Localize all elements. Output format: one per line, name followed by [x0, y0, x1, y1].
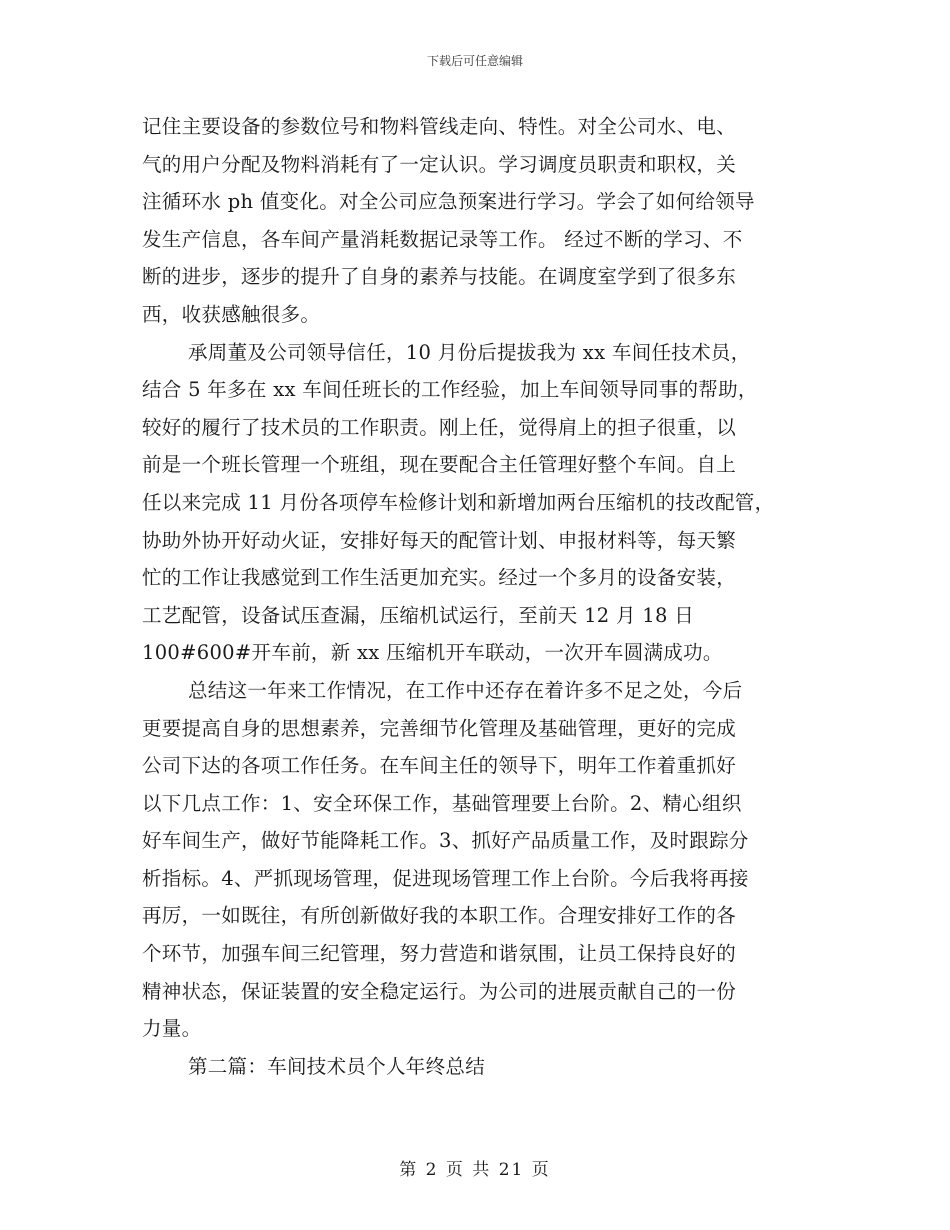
text-line: 力量。: [142, 1017, 202, 1041]
text-line: 更要提高自身的思想素养，完善细节化管理及基础管理，更好的完成: [142, 716, 737, 740]
text-line: 气的用户分配及物料消耗有了一定认识。学习调度员职责和职权，关: [142, 152, 737, 176]
text-line: 工艺配管，设备试压查漏，压缩机试运行，至前天 12 月 18 日: [142, 603, 695, 627]
text-line: 记住主要设备的参数位号和物料管线走向、特性。对全公司水、电、: [142, 115, 737, 138]
text-line: 西，收获感触很多。: [142, 302, 321, 326]
text-line: 较好的履行了技术员的工作职责。刚上任，觉得肩上的担子很重，以: [142, 415, 737, 439]
text-line: 任以来完成 11 月份各项停车检修计划和新增加两台压缩机的技改配管，: [142, 490, 775, 514]
text-line: 前是一个班长管理一个班组，现在要配合主任管理好整个车间。自上: [142, 453, 737, 477]
page-number: 第 2 页 共 21 页: [399, 1160, 551, 1180]
text-line: 100#600#开车前，新 xx 压缩机开车联动，一次开车圆满成功。: [142, 641, 723, 665]
paragraph-start-line: 总结这一年来工作情况，在工作中还存在着许多不足之处，今后: [188, 678, 743, 702]
text-line: 协助外协开好动火证，安排好每天的配管计划、申报材料等，每天繁: [142, 528, 737, 552]
section-heading: 第二篇：车间技术员个人年终总结: [188, 1054, 486, 1078]
document-body: [142, 108, 814, 1085]
paragraph-start-line: 承周董及公司领导信任，10 月份后提拔我为 xx 车间任技术员，: [188, 340, 751, 364]
text-line: 断的进步，逐步的提升了自身的素养与技能。在调度室学到了很多东: [142, 265, 737, 289]
text-line: 精神状态，保证装置的安全稳定运行。为公司的进展贡献自己的一份: [142, 979, 737, 1003]
text-line: 析指标。4、严抓现场管理，促进现场管理工作上台阶。今后我将再接: [142, 866, 749, 890]
page-header: 下载后可任意编辑: [426, 54, 523, 68]
text-line: 发生产信息，各车间产量消耗数据记录等工作。 经过不断的学习、不: [142, 227, 743, 251]
text-line: 以下几点工作：1、安全环保工作，基础管理要上台阶。2、精心组织: [142, 791, 742, 815]
text-line: 再厉，一如既往，有所创新做好我的本职工作。合理安排好工作的各: [142, 904, 737, 928]
text-line: 注循环水 ph 值变化。对全公司应急预案进行学习。学会了如何给领导: [142, 190, 755, 214]
text-line: 忙的工作让我感觉到工作生活更加充实。经过一个多月的设备安装，: [142, 566, 737, 590]
text-line: 好车间生产，做好节能降耗工作。3、抓好产品质量工作，及时跟踪分: [142, 829, 749, 853]
text-line: 个环节，加强车间三纪管理，努力营造和谐氛围，让员工保持良好的: [142, 942, 737, 966]
text-line: 结合 5 年多在 xx 车间任班长的工作经验，加上车间领导同事的帮助，: [142, 378, 758, 402]
text-line: 公司下达的各项工作任务。在车间主任的领导下，明年工作着重抓好: [142, 754, 737, 778]
